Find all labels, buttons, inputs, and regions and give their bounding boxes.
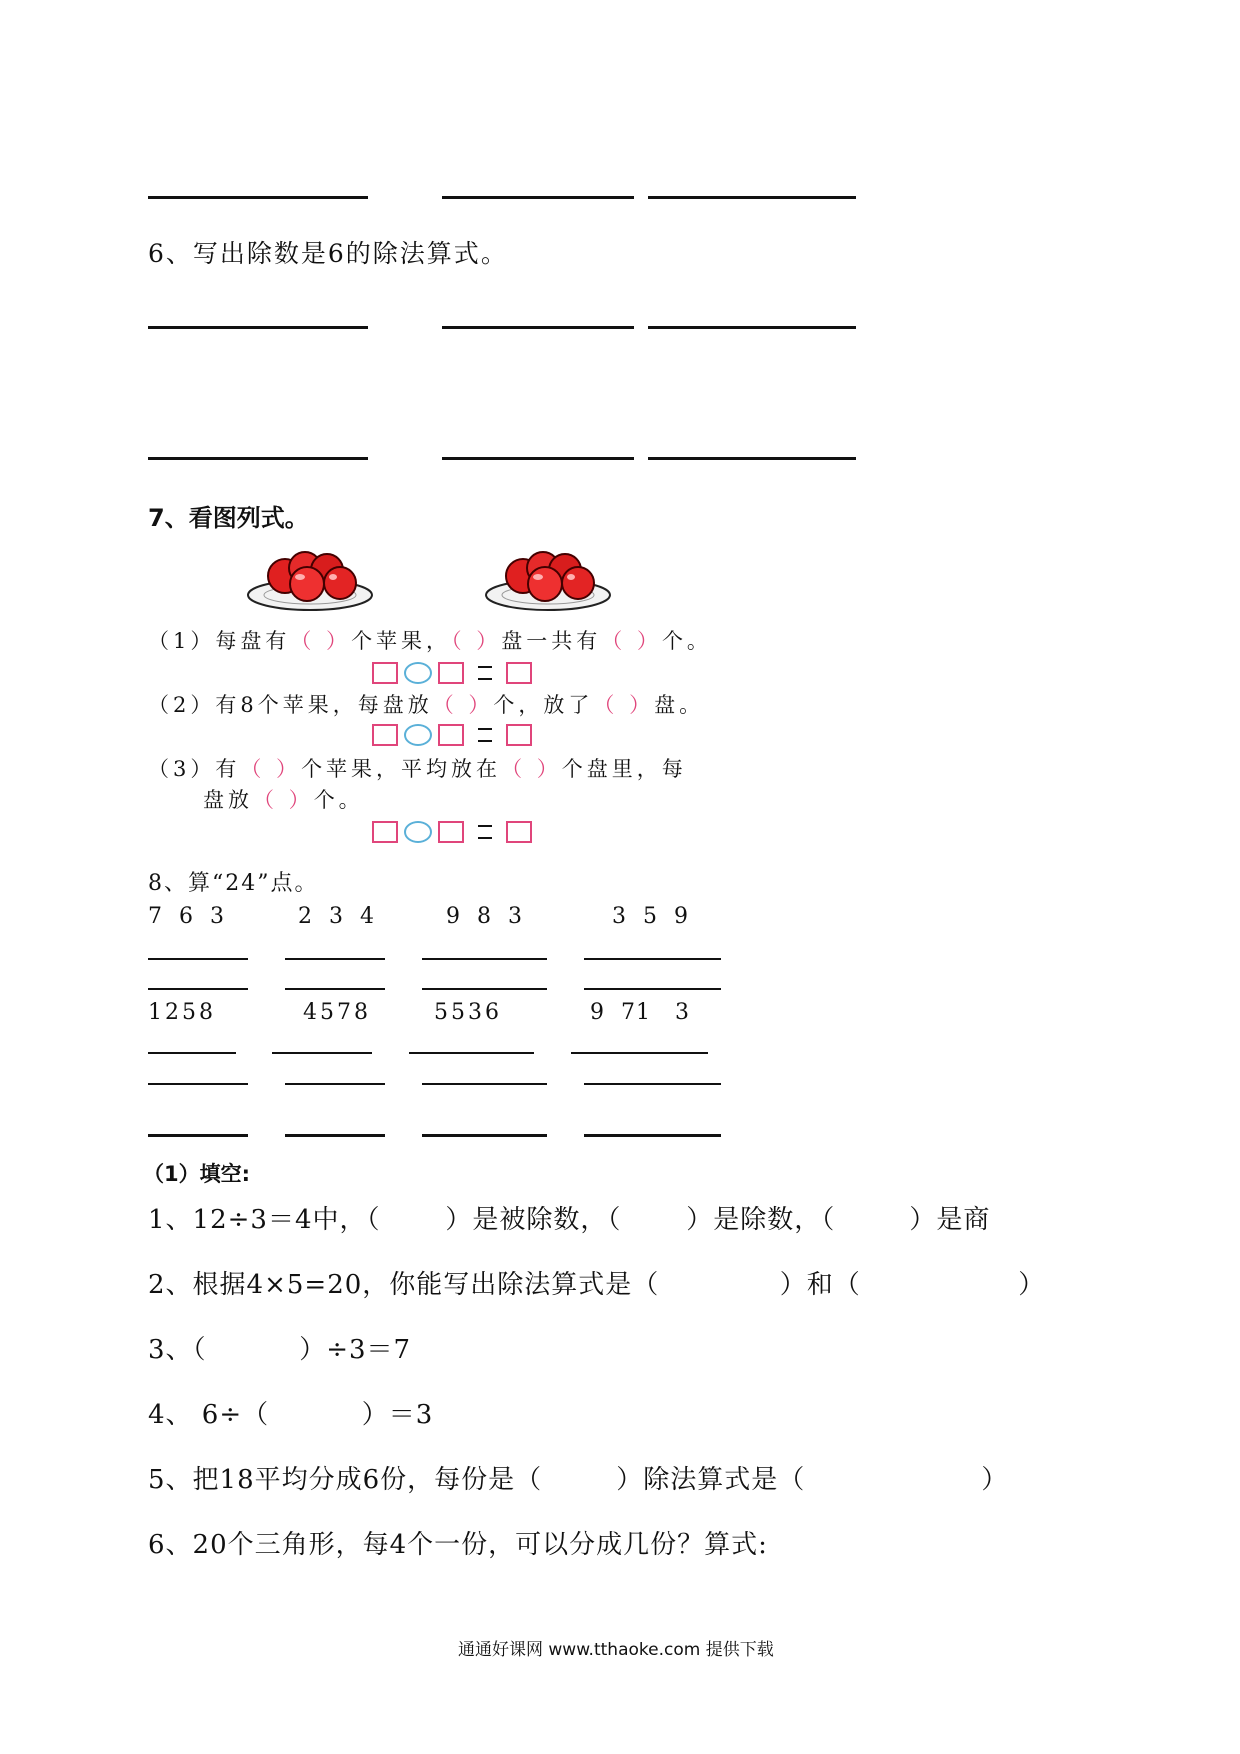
answer-box[interactable] [438,724,464,746]
number-set: 2 3 4 [298,904,375,929]
equation-boxes [372,724,532,746]
answer-line [584,1083,721,1085]
number-set: 9 8 3 [446,904,523,929]
operator-circle[interactable] [404,724,432,746]
answer-line [422,988,547,990]
answer-line [442,196,634,199]
q7-item-1: （1）每盘有（ ）个苹果，（ ）盘一共有（ ）个。 [148,629,712,653]
number-set: 3 5 9 [612,904,689,929]
answer-line [285,958,385,960]
question-6-title: 6、写出除数是6的除法算式。 [148,239,508,268]
question-8-title: 8、算“24”点。 [148,871,319,896]
number-set: 7 6 3 [148,904,225,929]
answer-line [648,457,856,460]
operator-circle[interactable] [404,821,432,843]
answer-line [148,988,248,990]
answer-box[interactable] [438,821,464,843]
answer-line [148,1052,236,1054]
answer-line [148,1134,248,1137]
equals-sign [478,825,492,839]
fill-item-2: 2、根据4×5=20，你能写出除法算式是（ ）和（ ） [148,1270,1046,1300]
q7-item-3-line1: （3）有（ ）个苹果，平均放在（ ）个盘里，每 [148,757,687,781]
answer-line [422,958,547,960]
answer-box[interactable] [506,724,532,746]
answer-box[interactable] [506,821,532,843]
q7-item-2: （2）有8个苹果，每盘放（ ）个，放了（ ）盘。 [148,693,705,717]
answer-line [409,1052,534,1054]
fill-item-1: 1、12÷3＝4中，（ ）是被除数，（ ）是除数，（ ）是商 [148,1205,991,1235]
number-set: 5536 [434,1000,502,1025]
fill-item-3: 3、（ ）÷3＝7 [148,1335,412,1365]
fill-item-6: 6、20个三角形，每4个一份，可以分成几份？算式: [148,1530,768,1560]
answer-line [148,326,368,329]
answer-line [148,1083,248,1085]
answer-line [148,958,248,960]
answer-line [422,1134,547,1137]
answer-line [285,1083,385,1085]
answer-line [584,1134,721,1137]
question-7-title: 7、看图列式。 [148,504,309,532]
operator-circle[interactable] [404,662,432,684]
answer-line [272,1052,372,1054]
answer-line [571,1052,708,1054]
answer-line [285,988,385,990]
answer-box[interactable] [506,662,532,684]
q7-item-3-line2: 盘放（ ）个。 [203,788,364,812]
equation-boxes [372,662,532,684]
answer-line [148,196,368,199]
answer-box[interactable] [372,724,398,746]
answer-box[interactable] [372,662,398,684]
apple-plate-illustration [483,550,613,612]
apple-plate-illustration [245,550,375,612]
answer-line [442,326,634,329]
footer-text: 通通好课网 www.tthaoke.com 提供下载 [458,1640,774,1660]
answer-line [285,1134,385,1137]
number-set: 4578 [303,1000,371,1025]
answer-box[interactable] [438,662,464,684]
fill-item-5: 5、把18平均分成6份，每份是（ ）除法算式是（ ） [148,1465,1009,1495]
fill-section-header: （1）填空: [143,1162,251,1186]
answer-line [148,457,368,460]
number-set: 9 71 3 [590,1000,690,1025]
answer-line [584,988,721,990]
equation-boxes [372,821,532,843]
fill-item-4: 4、 6÷（ ）＝3 [148,1400,434,1430]
answer-box[interactable] [372,821,398,843]
answer-line [648,326,856,329]
answer-line [648,196,856,199]
answer-line [584,958,721,960]
equals-sign [478,666,492,680]
answer-line [422,1083,547,1085]
number-set: 1258 [148,1000,216,1025]
answer-line [442,457,634,460]
equals-sign [478,728,492,742]
